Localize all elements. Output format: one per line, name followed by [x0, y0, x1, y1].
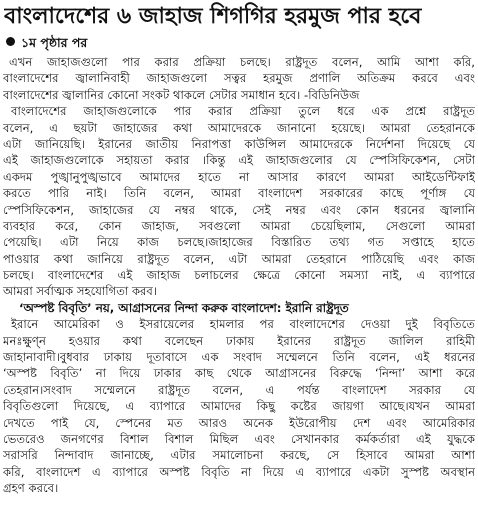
body-line: ব্যবহার করে, কোন জাহাজ, সবগুলো আমরা চেয়েছিলাম, সেগুলো আমরা — [3, 218, 475, 233]
body-line: বাংলাদেশের জ্বালানির কোনো সংকট থাকলে সেটার সমাধান হবে। -বিডিনিউজ — [3, 87, 360, 102]
headline: বাংলাদেশের ৬ জাহাজ শিগগির হরমুজ পার হবে — [4, 4, 422, 29]
body-line: মনঃক্ষুণ্ন হওয়ার কথা বলেছেন ঢাকায় ইরানের রাষ্ট্রদূত জালিল রাহিমী — [3, 333, 475, 348]
continuation-label: ১ম পৃষ্ঠার পর — [21, 35, 88, 50]
body-line: এখন জাহাজগুলো পার করার প্রক্রিয়া চলছে। রাষ্ট্রদূত বলেন, আমি আশা করি, — [9, 55, 475, 69]
body-line: পেয়েছি। এটা নিয়ে কাজ চলছে।জাহাজের বিস্তারিত তথ্য গত সপ্তাহে হাতে — [3, 235, 475, 250]
body-line: স্পেসিফিকেশন, জাহাজের যে নম্বর থাকে, সেই নম্বর এবং কোন ধরনের জ্বালানি — [3, 202, 475, 217]
body-line: ভেতরেও জনগণের বিশাল বিশাল মিছিল এবং সেখানকার কর্মকর্তারা এই যুদ্ধকে — [3, 431, 475, 446]
body-line: পাওয়ার কথা জানিয়ে রাষ্ট্রদূত বলেন, এটা আমরা তেহরানে পাঠিয়েছি এবং কাজ — [3, 251, 475, 266]
body-line: গ্রহণ করবে। — [3, 481, 59, 496]
body-line: করি, বাংলাদেশ এ ব্যাপারে অস্পষ্ট বিবৃতি না দিয়ে এ ব্যাপারে একটা সুস্পষ্ট অবস্থান — [3, 464, 475, 479]
body-line: বাংলাদেশের জাহাজগুলোকে পার করার প্রক্রিয়া তুলে ধরে এক প্রশ্নে রাষ্ট্রদূত — [11, 104, 475, 119]
body-line: একদম পুঙ্খানুপুঙ্খভাবে আমাদের হাতে না আসার কারণে আমরা আইডেন্টিফাই — [3, 169, 475, 184]
body-line: জাহানাবাদী।বুধবার ঢাকায় দূতাবাসে এক সংবাদ সম্মেলনে তিনি বলেন, এই ধরনের — [3, 350, 475, 365]
body-line: করতে পারি নাই। তিনি বলেন, আমরা বাংলাদেশ সরকারের কাছে পূর্ণাঙ্গ যে — [3, 186, 475, 201]
body-line: সরাসরি নিন্দাবাদ জানাচ্ছে, এটার সমালোচনা করছে, সে হিসাবে আমরা আশা — [3, 448, 475, 463]
body-line: বলেন, এ ছয়টা জাহাজের কথা আমাদেরকে জানানো হয়েছে। আমরা তেহরানকে — [3, 120, 475, 135]
body-line: আমরা সর্বাত্মক সহযোগিতা করব। — [3, 284, 158, 299]
body-line: ‘অস্পষ্ট বিবৃতি’ না দিয়ে ঢাকার কাছ থেকে আগ্রাসনের বিরুদ্ধে ‘নিন্দা’ আশা করে — [3, 366, 475, 381]
article-body — [3, 54, 475, 497]
body-line: এটা জানিয়েছি। ইরানের জাতীয় নিরাপত্তা কাউন্সিল আমাদেরকে নির্দেশনা দিয়েছে যে — [3, 136, 475, 151]
body-line: এই জাহাজগুলোকে সহায়তা করার ।কিন্তু এই জাহাজগুলোর যে স্পেসিফিকেশন, সেটা — [3, 153, 475, 168]
body-line: বিবৃতিগুলো দিয়েছে, এ ব্যাপারে আমাদের কিছু কষ্টের জায়গা আছে।যখন আমরা — [3, 399, 475, 414]
body-line: দেখতে পাই যে, স্পেনের মত আরও অনেক ইউরোপীয় দেশ এবং আমেরিকার — [3, 415, 475, 430]
body-line: বাংলাদেশের জ্বালানিবাহী জাহাজগুলো সত্বর হরমুজ প্রণালি অতিক্রম করবে এবং — [3, 71, 475, 86]
subheading: ‘অস্পষ্ট বিবৃতি’ নয়, আগ্রাসনের নিন্দা করুক বাংলাদেশ: ইরানি রাষ্ট্রদূত — [19, 300, 349, 315]
body-line: চলছে। বাংলাদেশের এই জাহাজ চলাচলের ক্ষেত্রে কোনো সমস্যা নাই, এ ব্যাপারে — [3, 268, 475, 283]
continuation-note — [6, 35, 87, 51]
body-line: ইরানে আমেরিকা ও ইসরায়েলের হামলার পর বাংলাদেশের দেওয়া দুই বিবৃতিতে — [11, 317, 475, 332]
bullet-icon — [6, 37, 15, 46]
body-line: তেহরান।সংবাদ সম্মেলনে রাষ্ট্রদূত বলেন, এ পর্যন্ত বাংলাদেশ সরকার যে — [3, 382, 475, 397]
